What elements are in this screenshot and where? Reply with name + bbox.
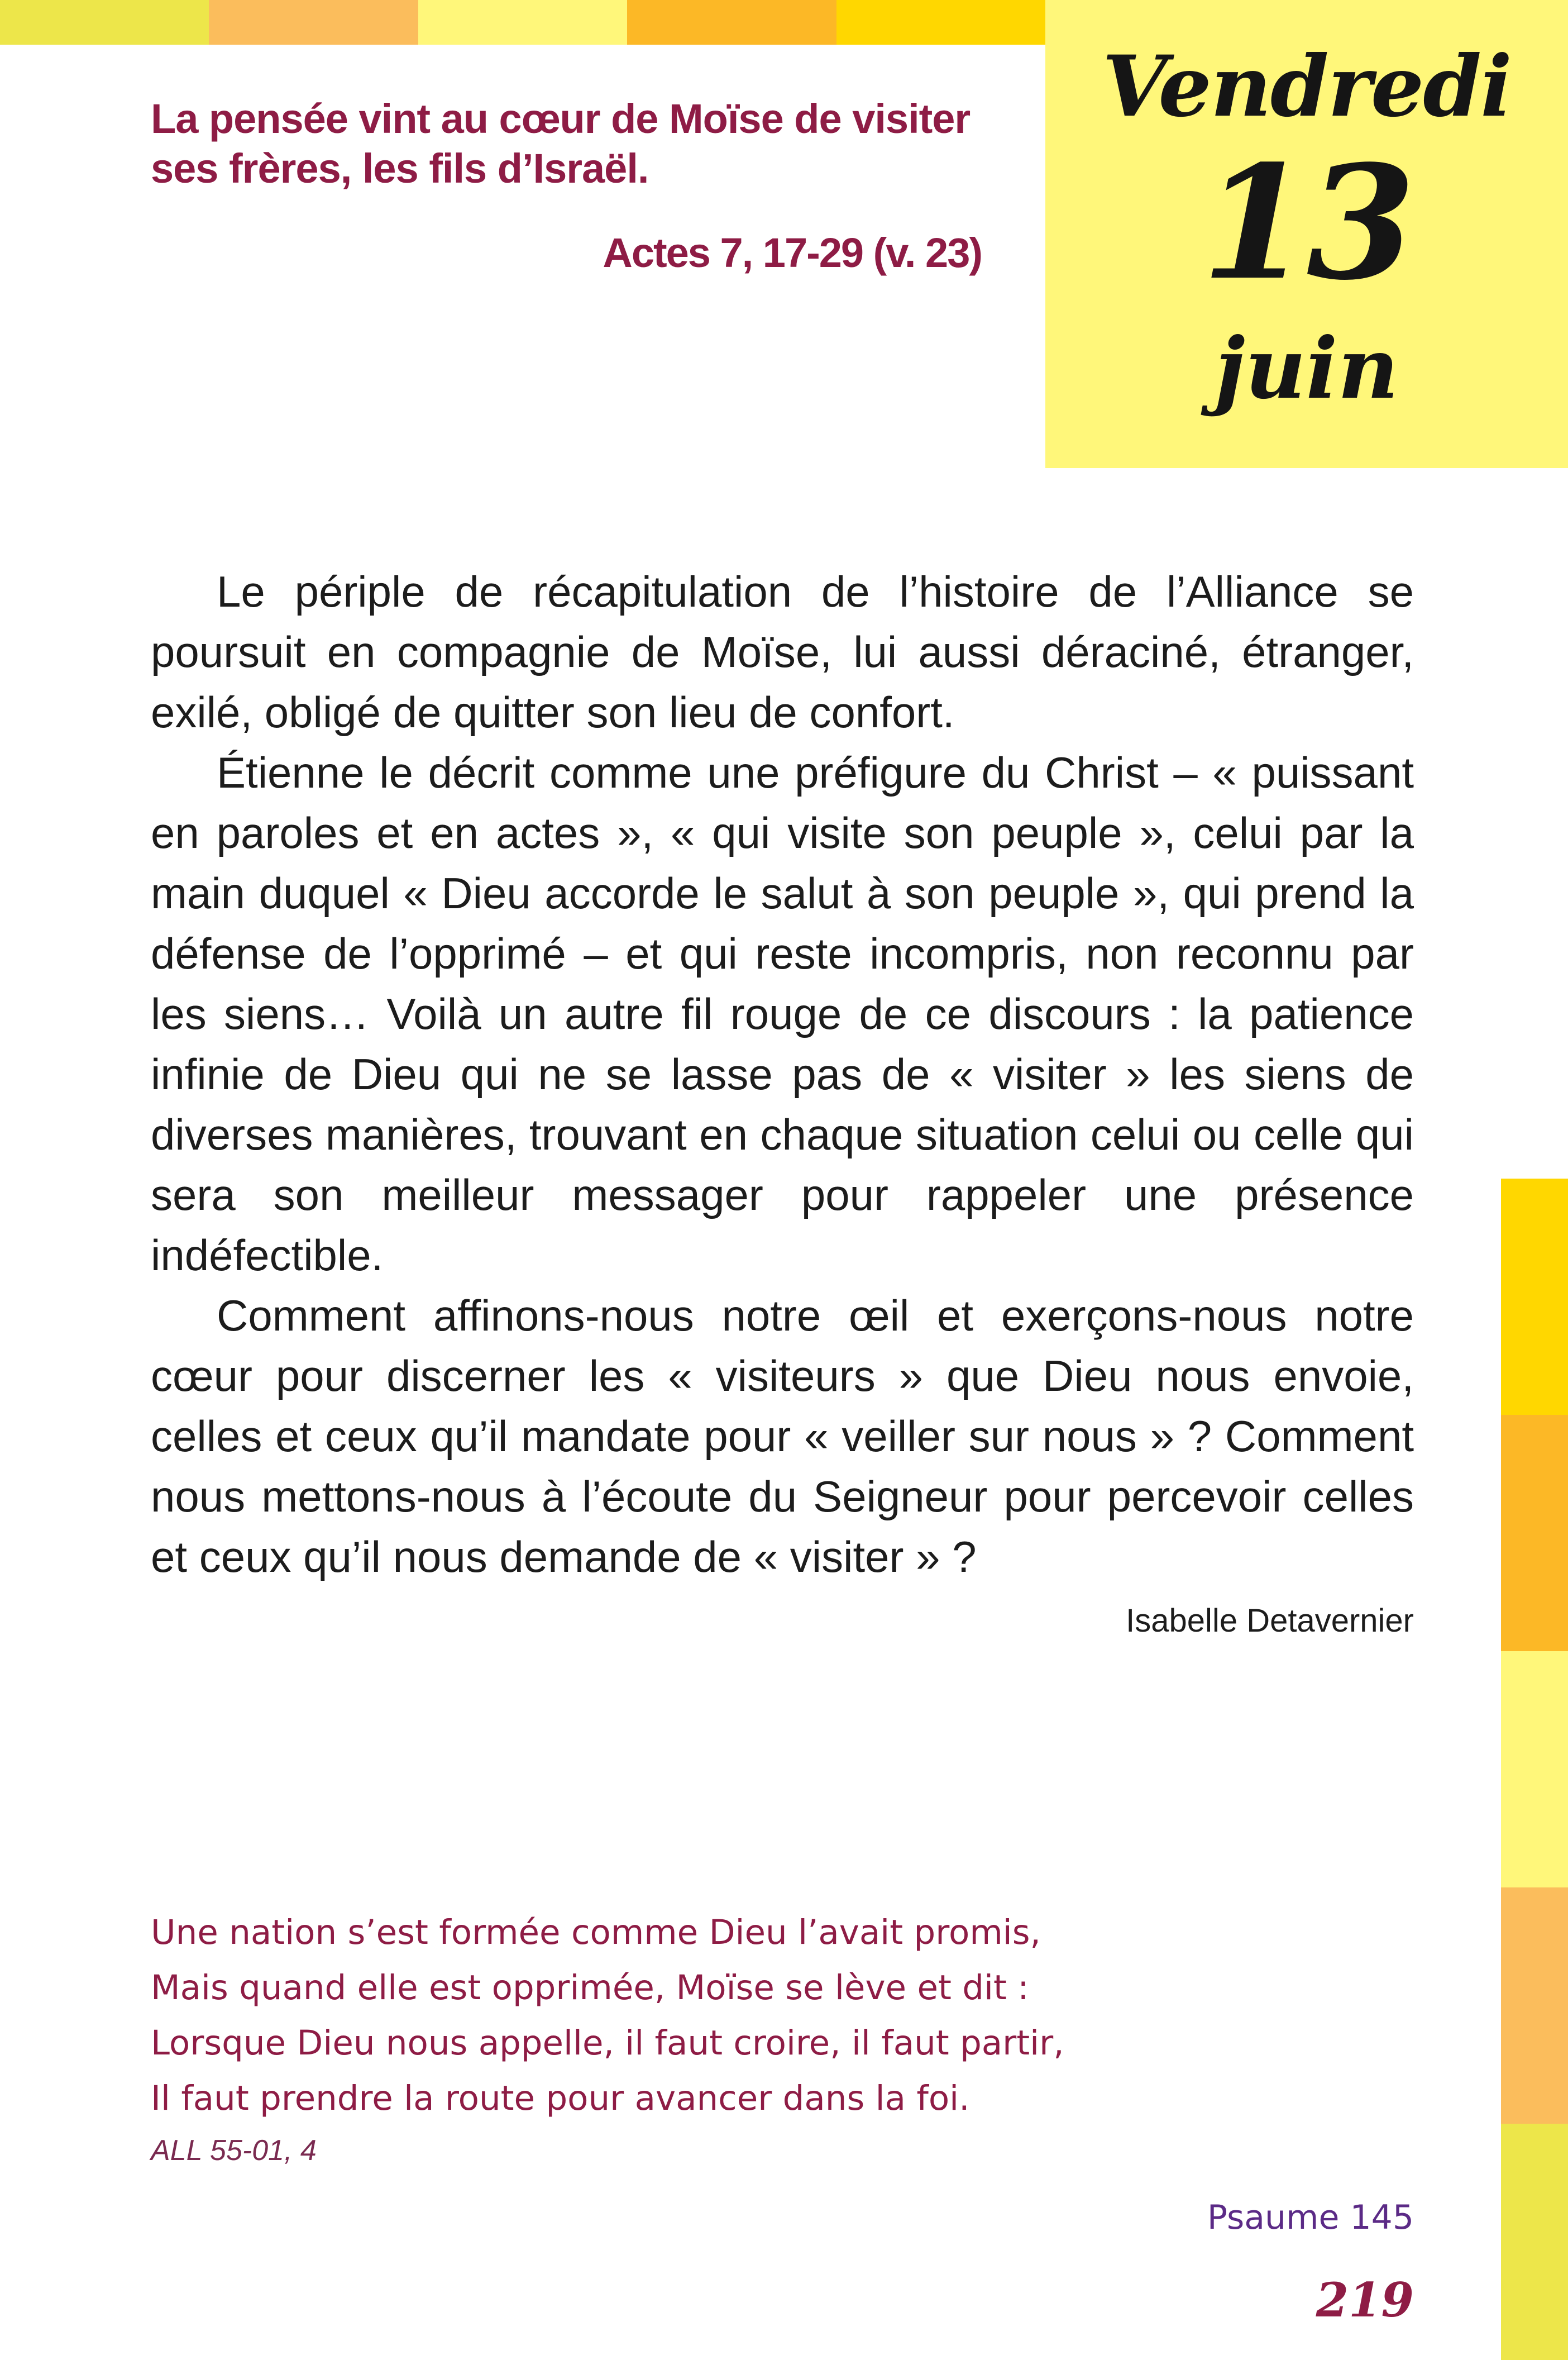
author-name: Isabelle Detavernier xyxy=(1126,1603,1414,1639)
verse-quote: La pensée vint au cœur de Moïse de visiter ses frères, les fils d’Israël. xyxy=(151,96,971,192)
top-bar-segment xyxy=(836,0,1045,45)
top-bar-segment xyxy=(0,0,209,45)
verse-reference: Actes 7, 17-29 (v. 23) xyxy=(603,230,982,276)
hymn-line: Lorsque Dieu nous appelle, il faut croire, il faut partir, xyxy=(151,2023,1064,2063)
date-month: juin xyxy=(1215,320,1399,418)
paragraph: Comment affinons-nous notre œil et exerçons-nous notre cœur pour discerner les « visiteurs » que Dieu nous envoie, celles et ceux qu’il mandate pour « veiller sur nous » ? Comment nous mettons-nous à l’écoute du Seigneur pour percevoir celles et ceux qu’il nous demande de « visiter » ? xyxy=(151,1291,1414,1581)
psalm-reference: Psaume 145 xyxy=(1207,2198,1414,2237)
paragraph: Étienne le décrit comme une préfigure du Christ – « puissant en paroles et en actes », « qui visite son peuple », celui par la main duquel « Dieu accorde le salut à son peuple », qui prend la défense de l’opprimé – et qui reste incompris, non reconnu par les siens… Voilà un autre fil rouge de ce discours : la patience infinie de Dieu qui ne se lasse pas de « visiter » les siens de diverses manières, trouvant en chaque situation celui ou celle qui sera son meilleur messager pour rappeler une présence indéfectible. xyxy=(151,748,1414,1280)
hymn-reference: ALL 55-01, 4 xyxy=(151,2134,317,2167)
date-number: 13 xyxy=(1201,131,1412,315)
top-bar-segment xyxy=(418,0,627,45)
hymn-stanza xyxy=(151,1905,1268,2126)
paragraph: Le périple de récapitulation de l’histoire de l’Alliance se poursuit en compagnie de Moïse, lui aussi déraciné, étranger, exilé, obligé de quitter son lieu de confort. xyxy=(151,567,1414,737)
side-color-bar xyxy=(1501,1179,1568,2360)
side-bar-segment xyxy=(1501,1415,1568,1651)
top-bar-segment xyxy=(627,0,836,45)
hymn-line: Mais quand elle est opprimée, Moïse se lève et dit : xyxy=(151,1968,1029,2008)
meditation-text xyxy=(151,561,1414,1587)
side-bar-segment xyxy=(1501,1887,1568,2124)
top-bar-segment xyxy=(209,0,418,45)
side-bar-segment xyxy=(1501,2124,1568,2360)
side-bar-segment xyxy=(1501,1179,1568,1415)
date-box xyxy=(1045,0,1568,468)
page-number: 219 xyxy=(1316,2272,1414,2328)
side-bar-segment xyxy=(1501,1651,1568,1887)
date-day: Vendredi xyxy=(1102,37,1512,136)
hymn-line: Il faut prendre la route pour avancer dans la foi. xyxy=(151,2078,970,2118)
hymn-line: Une nation s’est formée comme Dieu l’avait promis, xyxy=(151,1913,1041,1952)
top-color-bar xyxy=(0,0,1045,45)
